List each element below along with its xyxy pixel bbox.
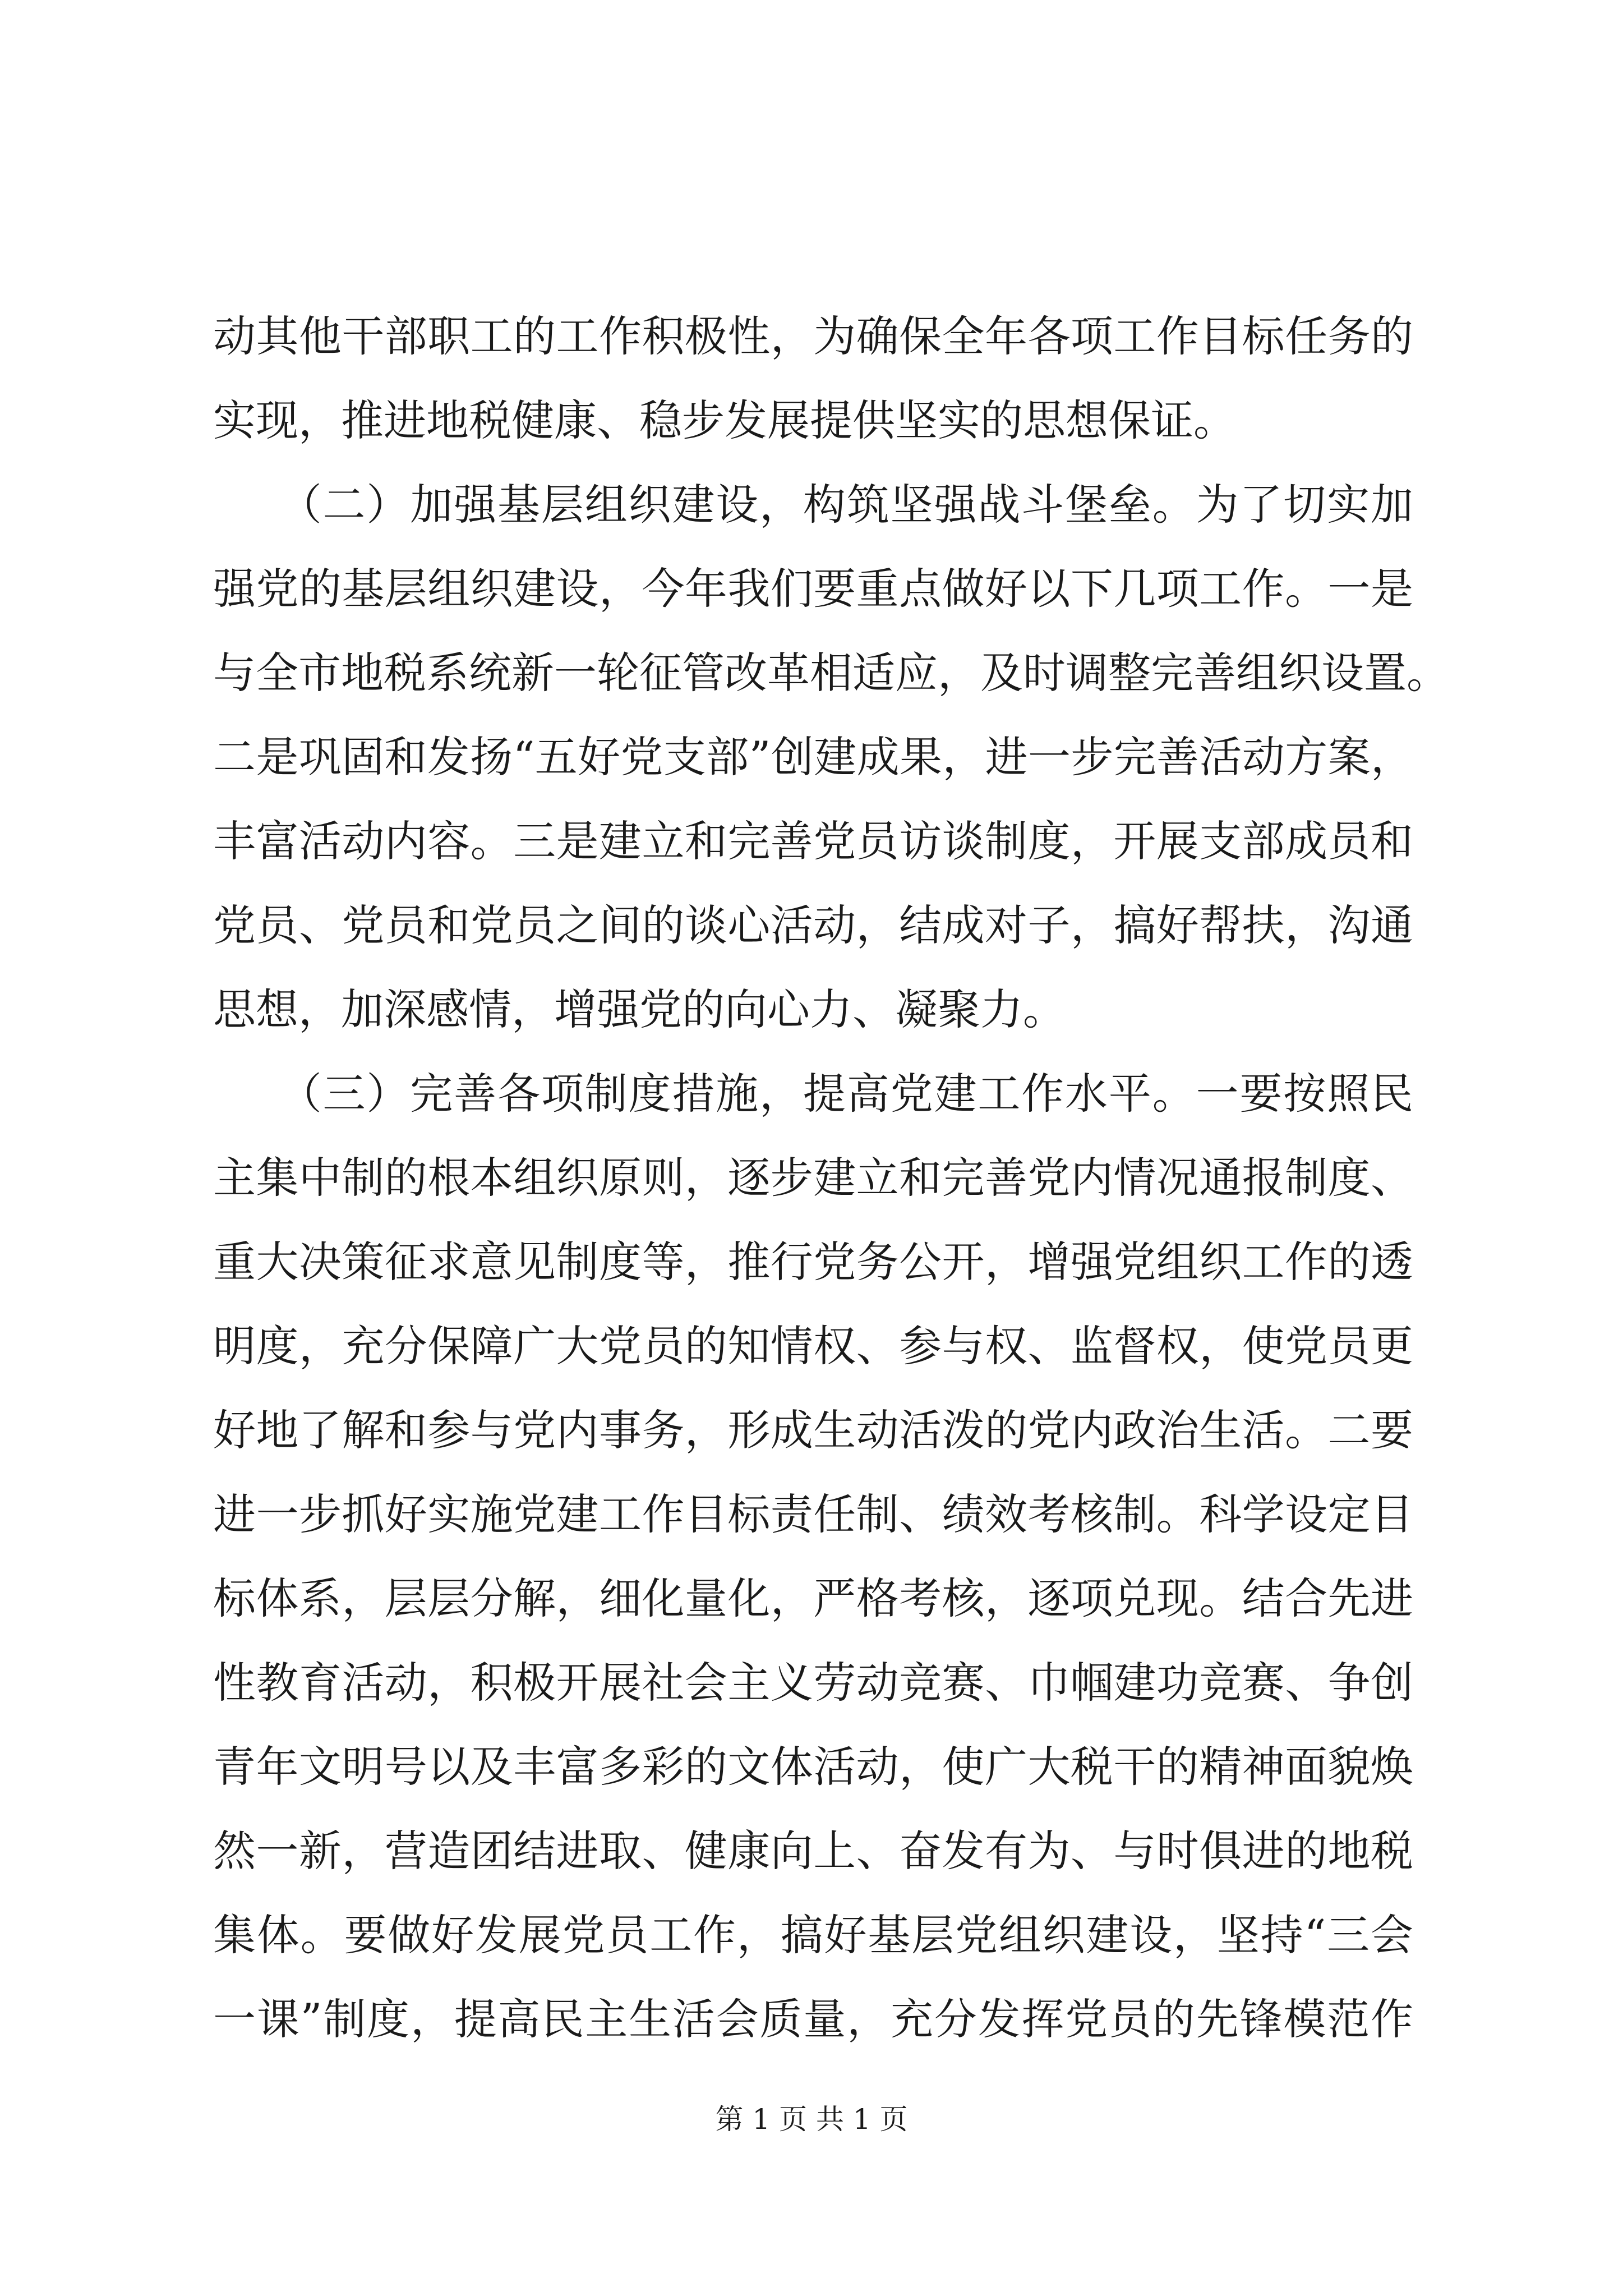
text-line: 好地了解和参与党内事务，形成生动活泼的党内政治生活。二要 xyxy=(213,1405,1413,1455)
text-line: 思想，加深感情，增强党的向心力、凝聚力。 xyxy=(213,984,1066,1034)
text-line: （二）加强基层组织建设，构筑坚强战斗堡垒。为了切实加 xyxy=(213,480,1413,530)
text-line: 标体系，层层分解，细化量化，严格考核，逐项兑现。结合先进 xyxy=(213,1573,1413,1623)
text-line: 明度，充分保障广大党员的知情权、参与权、监督权，使党员更 xyxy=(213,1321,1413,1371)
page-footer: 第 1 页 共 1 页 xyxy=(715,2103,908,2136)
text-line: 强党的基层组织建设，今年我们要重点做好以下几项工作。一是 xyxy=(213,564,1413,614)
text-line: 与全市地税系统新一轮征管改革相适应，及时调整完善组织设置。 xyxy=(213,648,1449,698)
text-line: 青年文明号以及丰富多彩的文体活动，使广大税干的精神面貌焕 xyxy=(213,1742,1413,1792)
text-line: 实现，推进地税健康、稳步发展提供坚实的思想保证。 xyxy=(213,395,1236,445)
text-line: 丰富活动内容。三是建立和完善党员访谈制度，开展支部成员和 xyxy=(213,816,1413,866)
text-line: 二是巩固和发扬“五好党支部”创建成果，进一步完善活动方案， xyxy=(213,732,1413,782)
text-line: 集体。要做好发展党员工作，搞好基层党组织建设，坚持“三会 xyxy=(213,1910,1413,1960)
text-line: 主集中制的根本组织原则，逐步建立和完善党内情况通报制度、 xyxy=(213,1153,1413,1203)
text-line: 动其他干部职工的工作积极性，为确保全年各项工作目标任务的 xyxy=(213,311,1413,361)
text-line: （三）完善各项制度措施，提高党建工作水平。一要按照民 xyxy=(213,1069,1413,1119)
text-line: 然一新，营造团结进取、健康向上、奋发有为、与时俱进的地税 xyxy=(213,1826,1413,1876)
text-line: 一课”制度，提高民主生活会质量，充分发挥党员的先锋模范作 xyxy=(213,1994,1413,2044)
text-line: 进一步抓好实施党建工作目标责任制、绩效考核制。科学设定目 xyxy=(213,1489,1413,1539)
text-line: 党员、党员和党员之间的谈心活动，结成对子，搞好帮扶，沟通 xyxy=(213,900,1413,950)
text-line: 重大决策征求意见制度等，推行党务公开，增强党组织工作的透 xyxy=(213,1237,1413,1287)
text-line: 性教育活动，积极开展社会主义劳动竞赛、巾帼建功竞赛、争创 xyxy=(213,1658,1413,1708)
